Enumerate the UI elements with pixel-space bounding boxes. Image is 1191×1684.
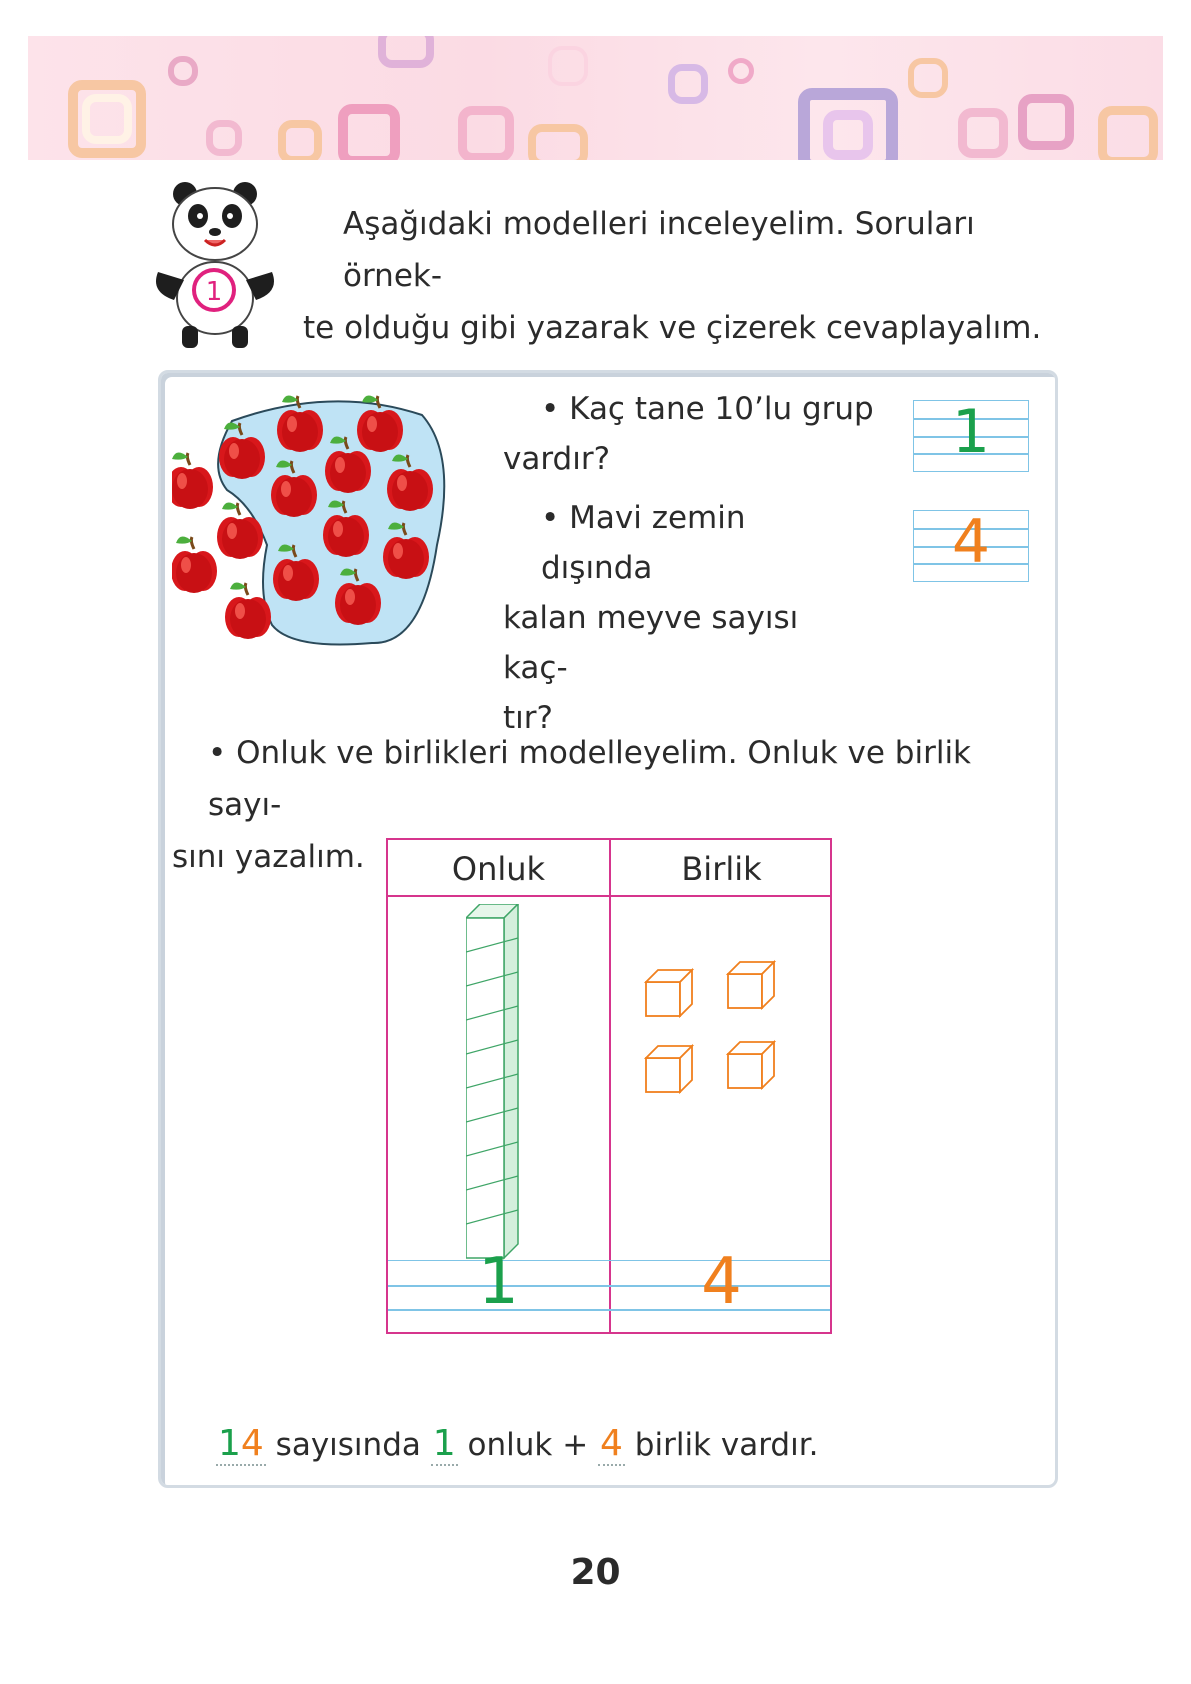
model-instructions-line-1: Onluk ve birlikleri modelleyelim. Onluk ve birlik sayı-	[208, 735, 972, 823]
question-2-line-1: Mavi zemin dışında	[541, 500, 746, 586]
summary-ones: 4	[600, 1423, 623, 1464]
ones-digit: 4	[701, 1245, 742, 1319]
answer-2-value: 4	[951, 507, 991, 577]
intro-line-1: Aşağıdaki modelleri inceleyelim. Soruları örnek-	[343, 206, 975, 294]
intro-instructions	[303, 198, 1073, 354]
decorative-header-banner	[28, 36, 1163, 160]
activity-number: 1	[205, 277, 223, 307]
apples-grouping-illustration	[172, 395, 482, 695]
summary-number: 14	[218, 1423, 264, 1464]
ten-rod-block	[466, 904, 526, 1260]
intro-line-2: te olduğu gibi yazarak ve çizerek cevaplayalım.	[303, 310, 1042, 346]
question-1-line-2: vardır?	[503, 441, 611, 477]
tens-ones-table	[386, 838, 832, 1334]
summary-tens: 1	[432, 1423, 456, 1464]
summary-plus: +	[562, 1427, 589, 1463]
summary-text-3: birlik vardır.	[634, 1427, 819, 1463]
answer-box-2[interactable]	[913, 507, 1029, 582]
answer-box-1[interactable]	[913, 397, 1029, 472]
question-1	[503, 384, 883, 484]
summary-text-2: onluk	[467, 1427, 553, 1463]
panda-mascot-icon	[150, 180, 280, 350]
model-instructions-line-2: sını yazalım.	[172, 839, 365, 875]
answer-1-value: 1	[951, 397, 991, 467]
tens-column-header: Onluk	[451, 850, 546, 888]
ones-column-header: Birlik	[681, 850, 762, 888]
question-2-line-2: kalan meyve sayısı kaç-	[503, 600, 799, 686]
question-1-line-1: Kaç tane 10’lu grup	[569, 391, 874, 427]
summary-text-1: sayısında	[275, 1427, 421, 1463]
question-2	[503, 493, 863, 743]
bullet: •	[208, 735, 227, 771]
summary-sentence	[216, 1420, 818, 1470]
tens-digit: 1	[478, 1245, 519, 1319]
page-number: 20	[570, 1552, 621, 1593]
question-2-line-3: tır?	[503, 700, 553, 736]
unit-cubes	[644, 958, 784, 1098]
bullet: •	[541, 500, 560, 536]
bullet: •	[541, 391, 560, 427]
